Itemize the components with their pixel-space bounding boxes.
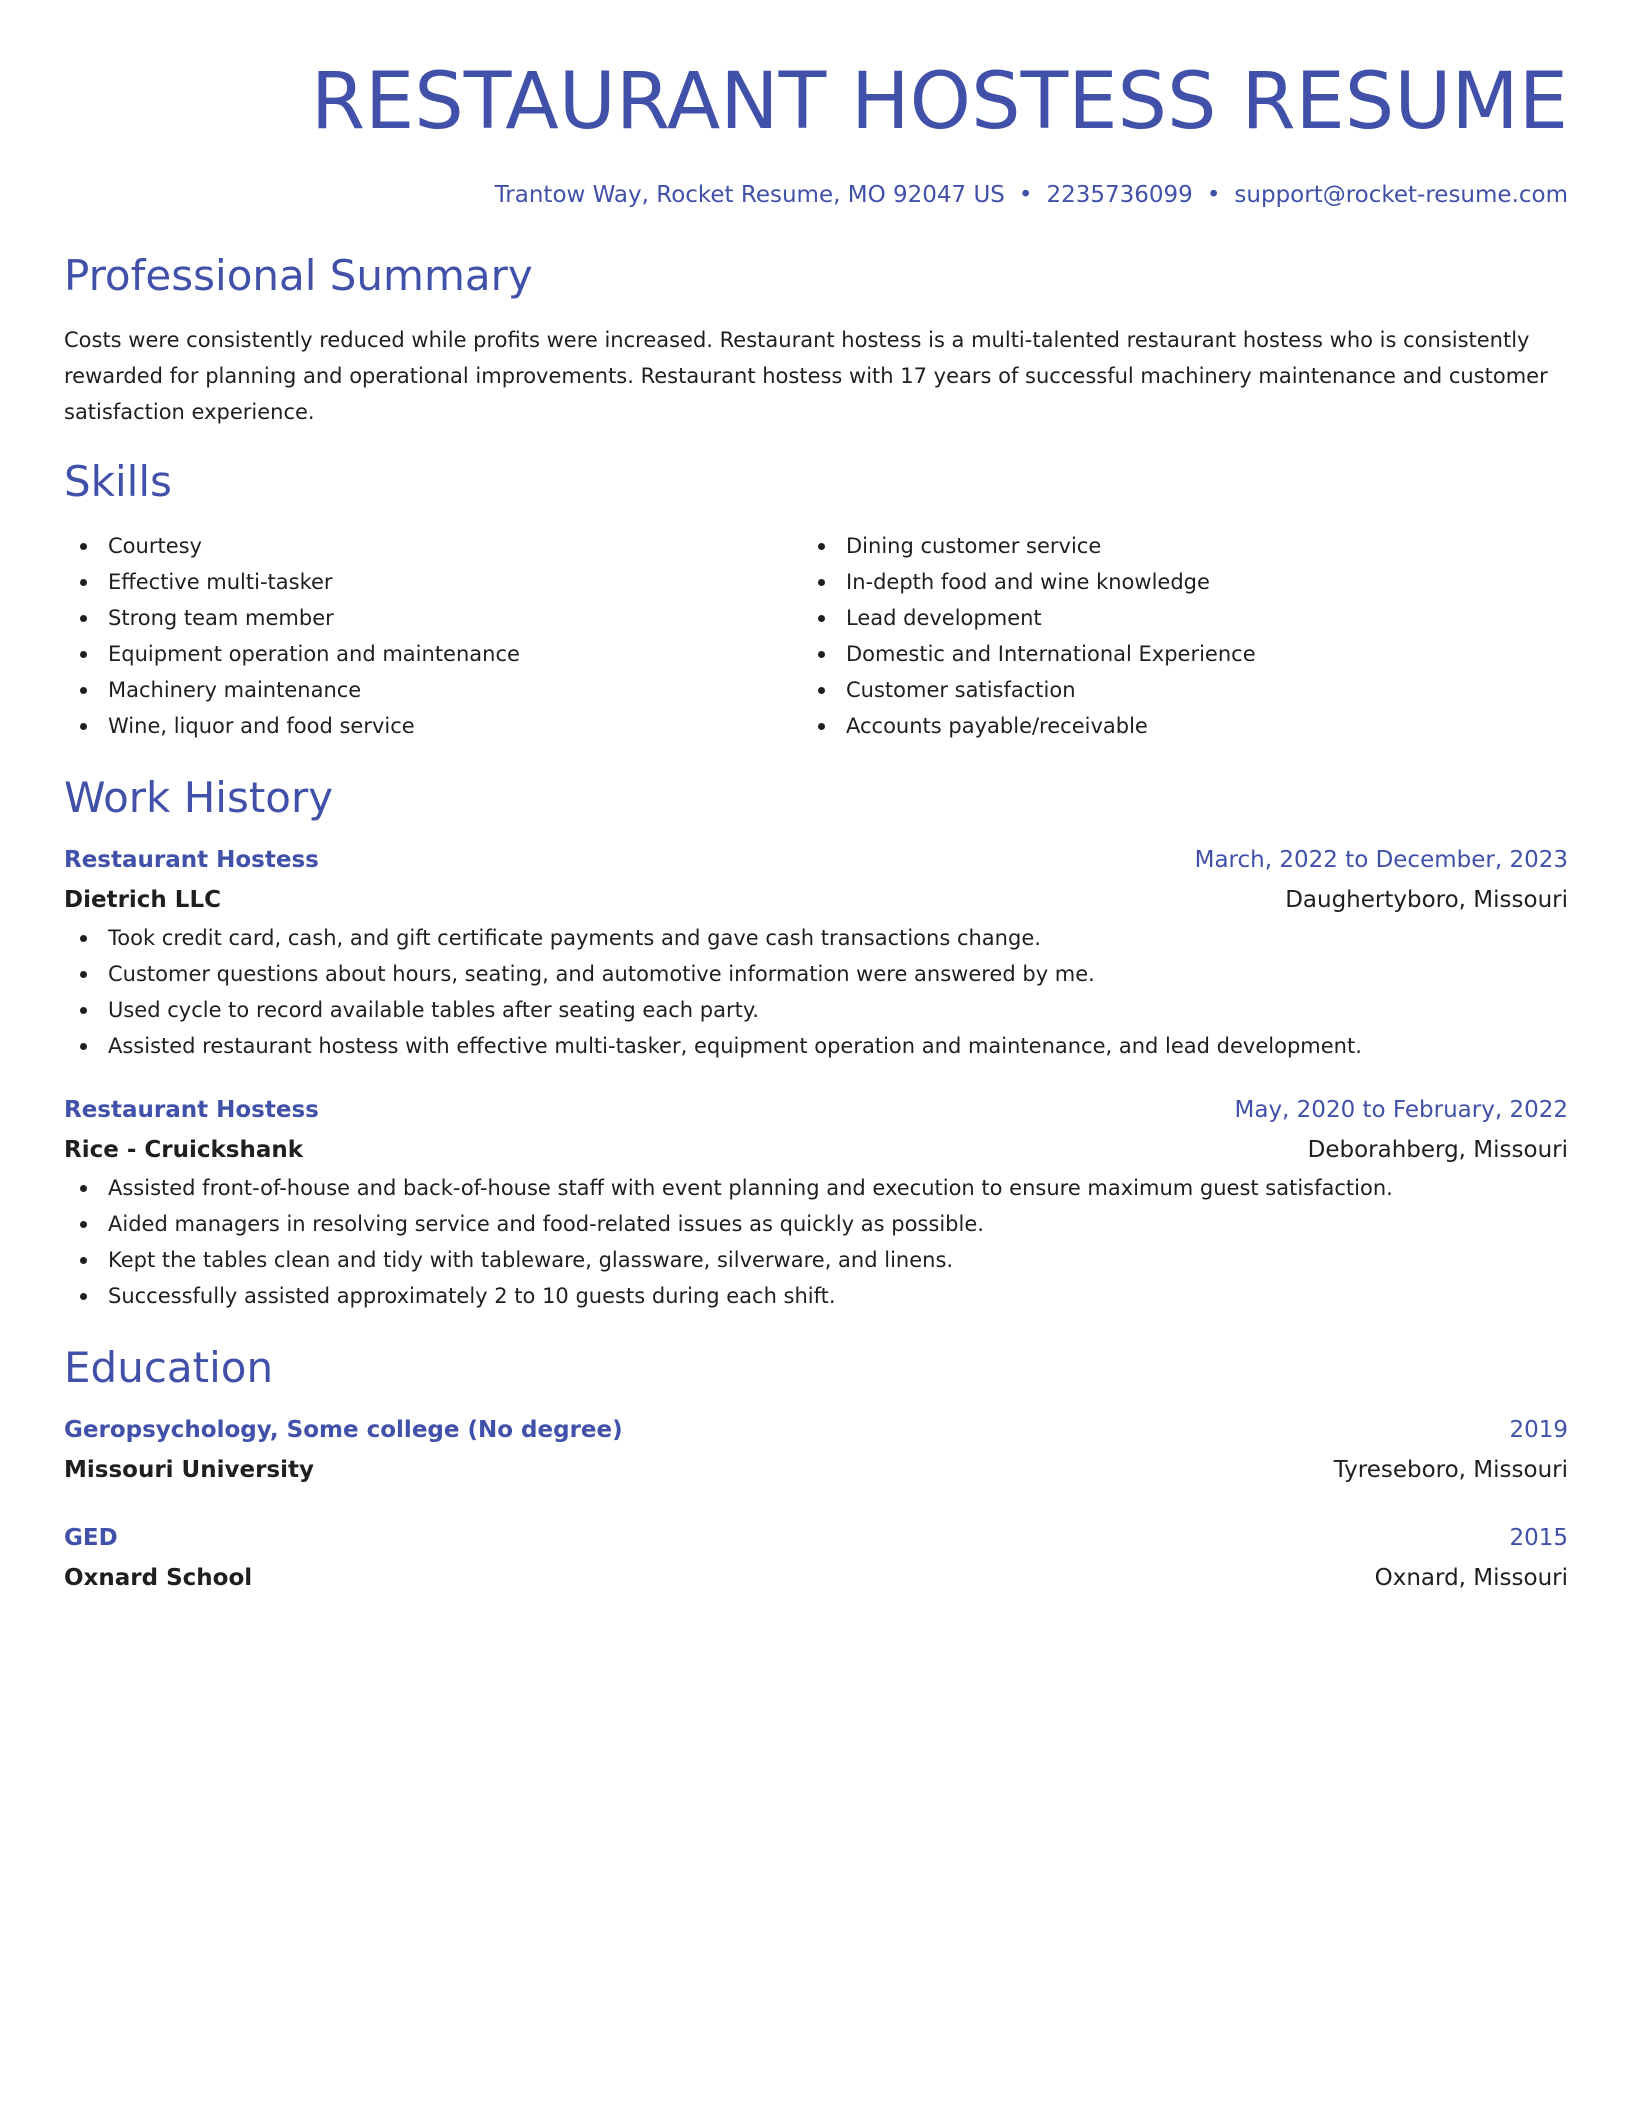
contact-address: Trantow Way, Rocket Resume, MO 92047 US <box>494 182 1005 208</box>
education-school: Missouri University <box>64 1457 314 1483</box>
job-duty-item: Kept the tables clean and tidy with tableware, glassware, silverware, and linens. <box>64 1242 1568 1278</box>
education-degree: GED <box>64 1525 118 1551</box>
skill-item: Lead development <box>802 600 1568 636</box>
education-heading: Education <box>64 1343 274 1392</box>
education-entry <box>64 1518 1568 1598</box>
contact-email: support@rocket-resume.com <box>1234 182 1568 208</box>
education-location: Oxnard, Missouri <box>1374 1565 1568 1591</box>
skills-heading: Skills <box>64 457 172 506</box>
skill-item: Strong team member <box>64 600 802 636</box>
job-company: Rice - Cruickshank <box>64 1137 304 1163</box>
job-duty-item: Assisted front-of-house and back-of-house staff with event planning and execution to ensure maximum guest satisfaction. <box>64 1170 1568 1206</box>
skill-item: Customer satisfaction <box>802 672 1568 708</box>
job-duty-item: Used cycle to record available tables after seating each party. <box>64 992 1568 1028</box>
skills-column-right <box>802 528 1568 744</box>
skill-item: Wine, liquor and food service <box>64 708 802 744</box>
job-dates: May, 2020 to February, 2022 <box>1234 1097 1568 1123</box>
job-duty-item: Customer questions about hours, seating, and automotive information were answered by me. <box>64 956 1568 992</box>
job-duty-item: Took credit card, cash, and gift certificate payments and gave cash transactions change. <box>64 920 1568 956</box>
contact-phone: 2235736099 <box>1046 182 1193 208</box>
education-year: 2015 <box>1509 1525 1568 1551</box>
skill-item: Machinery maintenance <box>64 672 802 708</box>
education-entry <box>64 1410 1568 1490</box>
job-location: Daughertyboro, Missouri <box>1285 887 1568 913</box>
summary-text: Costs were consistently reduced while profits were increased. Restaurant hostess is a multi-talented restaurant hostess who is consistently rewarded for planning and operational improvements. Restaurant hostess with 17 years of successful machinery maintenance and customer satisfaction experience. <box>64 328 1548 424</box>
education-degree: Geropsychology, Some college (No degree) <box>64 1417 623 1443</box>
job-duty-item: Assisted restaurant hostess with effective multi-tasker, equipment operation and maintenance, and lead development. <box>64 1028 1568 1064</box>
skill-item: Domestic and International Experience <box>802 636 1568 672</box>
summary-heading: Professional Summary <box>64 251 533 300</box>
resume-title: RESTAURANT HOSTESS RESUME <box>310 57 1568 147</box>
education-year: 2019 <box>1509 1417 1568 1443</box>
job-entry <box>64 840 1568 1064</box>
education-school: Oxnard School <box>64 1565 253 1591</box>
job-entry <box>64 1090 1568 1314</box>
skill-item: Effective multi-tasker <box>64 564 802 600</box>
job-location: Deborahberg, Missouri <box>1307 1137 1568 1163</box>
contact-line <box>64 180 1568 210</box>
job-duty-item: Aided managers in resolving service and food-related issues as quickly as possible. <box>64 1206 1568 1242</box>
job-dates: March, 2022 to December, 2023 <box>1194 847 1568 873</box>
work-history-heading: Work History <box>64 773 334 822</box>
skill-item: Dining customer service <box>802 528 1568 564</box>
skills-list <box>64 528 1568 744</box>
job-duty-item: Successfully assisted approximately 2 to 10 guests during each shift. <box>64 1278 1568 1314</box>
job-title: Restaurant Hostess <box>64 847 319 873</box>
job-title: Restaurant Hostess <box>64 1097 319 1123</box>
job-duties <box>64 920 1568 1064</box>
contact-separator: • <box>1206 182 1221 208</box>
skill-item: Equipment operation and maintenance <box>64 636 802 672</box>
skill-item: Courtesy <box>64 528 802 564</box>
skills-column-left <box>64 528 802 744</box>
job-company: Dietrich LLC <box>64 887 222 913</box>
skill-item: Accounts payable/receivable <box>802 708 1568 744</box>
job-duties <box>64 1170 1568 1314</box>
education-location: Tyreseboro, Missouri <box>1333 1457 1568 1483</box>
contact-separator: • <box>1018 182 1033 208</box>
skill-item: In-depth food and wine knowledge <box>802 564 1568 600</box>
